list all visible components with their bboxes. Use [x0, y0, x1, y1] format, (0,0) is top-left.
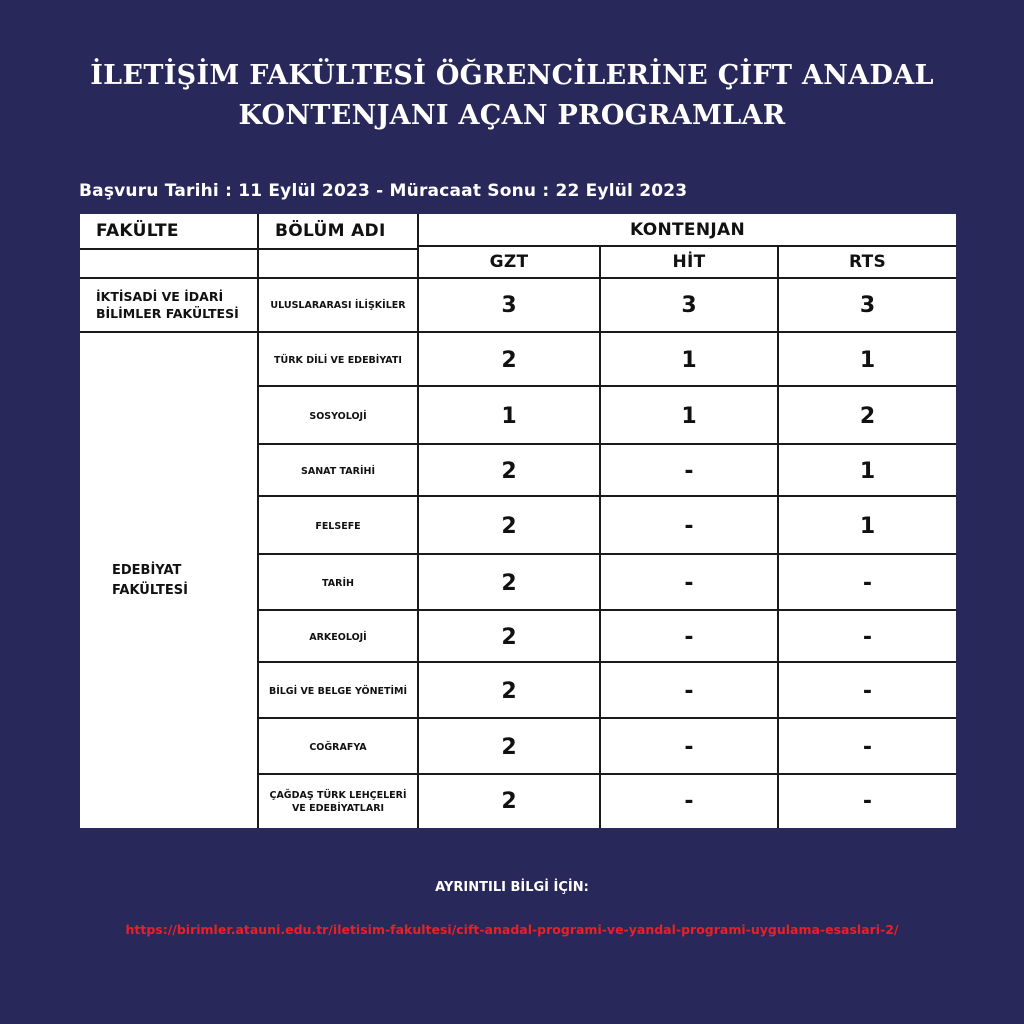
quota-cell-gzt: 2 — [501, 789, 517, 814]
header-faculty: FAKÜLTE — [96, 221, 179, 241]
quota-cell-rts: 2 — [859, 403, 876, 429]
grid-line — [257, 214, 259, 828]
application-dates: Başvuru Tarihi : 11 Eylül 2023 - Müracaat Sonu : 22 Eylül 2023 — [79, 181, 688, 201]
quota-cell-rts: - — [862, 678, 873, 704]
info-link[interactable]: https://birimler.atauni.edu.tr/iletisim-fakultesi/cift-anadal-programi-ve-yandal-programi-uygulama-esaslari-2/ — [125, 922, 899, 937]
info-label: AYRINTILI BİLGİ İÇİN: — [435, 880, 589, 895]
department-cell: BİLGİ VE BELGE YÖNETİMİ — [268, 685, 408, 697]
page-title — [0, 56, 1024, 136]
department-cell: ULUSLARARASI İLİŞKİLER — [270, 299, 406, 311]
quota-cell-hit: - — [684, 678, 694, 704]
header-quota: KONTENJAN — [630, 219, 745, 240]
department-cell: ARKEOLOJİ — [309, 631, 367, 643]
faculty-iibf: İKTİSADİ VE İDARİ BİLİMLER FAKÜLTESİ — [96, 289, 239, 321]
quota-cell-hit: - — [684, 513, 694, 539]
quota-table — [80, 214, 956, 828]
quota-cell-gzt: 2 — [501, 458, 517, 484]
quota-cell-hit: - — [684, 458, 694, 484]
quota-cell-gzt: 1 — [501, 403, 517, 429]
quota-cell-gzt: 2 — [501, 678, 517, 704]
title-line-1: İLETİŞİM FAKÜLTESİ ÖĞRENCİLERİNE ÇİFT ANADAL — [90, 60, 934, 91]
quota-cell-gzt: 2 — [501, 624, 517, 650]
grid-line — [259, 609, 956, 611]
grid-line — [259, 661, 956, 663]
department-cell: COĞRAFYA — [309, 741, 367, 753]
quota-cell-hit: - — [684, 624, 694, 650]
grid-line — [417, 214, 419, 828]
grid-line — [80, 277, 956, 279]
department-cell: ÇAĞDAŞ TÜRK LEHÇELERİ VE EDEBİYATLARI — [269, 789, 407, 814]
quota-cell-gzt: 2 — [501, 347, 517, 373]
quota-cell-gzt: 2 — [501, 734, 517, 760]
grid-line — [80, 248, 257, 250]
quota-cell-gzt: 2 — [501, 513, 517, 539]
grid-line — [259, 248, 417, 250]
quota-cell-gzt: 3 — [501, 292, 517, 318]
department-cell: TÜRK DİLİ VE EDEBİYATI — [274, 354, 402, 366]
header-department: BÖLÜM ADI — [275, 221, 386, 241]
quota-cell-rts: - — [862, 624, 873, 650]
quota-cell-rts: - — [862, 734, 873, 760]
header-rts: RTS — [848, 252, 887, 272]
header-gzt: GZT — [489, 252, 529, 272]
grid-line — [80, 331, 956, 333]
quota-cell-rts: 3 — [859, 292, 876, 318]
quota-cell-hit: - — [684, 570, 694, 596]
quota-cell-rts: 1 — [859, 513, 876, 539]
header-hit: HİT — [672, 252, 706, 272]
department-cell: SANAT TARİHİ — [301, 465, 375, 477]
grid-line — [259, 443, 956, 445]
faculty-edebiyat: EDEBİYAT FAKÜLTESİ — [112, 562, 188, 598]
department-cell: SOSYOLOJİ — [309, 410, 367, 422]
quota-cell-rts: - — [862, 570, 873, 596]
grid-line — [259, 553, 956, 555]
quota-cell-rts: 1 — [859, 458, 876, 484]
grid-line — [259, 717, 956, 719]
quota-cell-rts: - — [862, 789, 873, 814]
quota-cell-rts: 1 — [859, 347, 876, 373]
department-cell: FELSEFE — [315, 520, 361, 532]
quota-cell-hit: 3 — [681, 292, 697, 318]
grid-line — [259, 495, 956, 497]
grid-line — [419, 245, 956, 247]
quota-cell-hit: 1 — [681, 347, 697, 373]
quota-cell-gzt: 2 — [501, 570, 517, 596]
title-line-2: KONTENJANI AÇAN PROGRAMLAR — [238, 100, 786, 131]
quota-cell-hit: 1 — [681, 403, 697, 429]
grid-line — [259, 385, 956, 387]
department-cell: TARİH — [322, 577, 354, 589]
quota-cell-hit: - — [684, 789, 694, 814]
grid-line — [259, 773, 956, 775]
quota-cell-hit: - — [684, 734, 694, 760]
